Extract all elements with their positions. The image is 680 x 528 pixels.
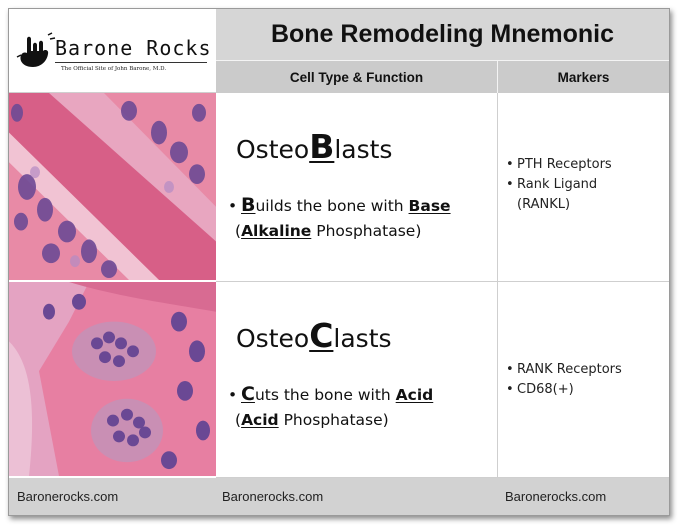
- osteoclast-enzyme-rest: Phosphatase): [278, 411, 389, 429]
- osteoblast-key-word: Base: [408, 197, 451, 215]
- logo-name: Barone Rocks: [55, 36, 212, 60]
- osteoclast-name-prefix: Osteo: [236, 324, 310, 353]
- list-item: • PTH Receptors: [506, 155, 612, 175]
- bullet: •: [228, 386, 238, 404]
- osteoclast-verb-letter: C: [241, 383, 255, 405]
- osteoblast-enzyme-key: Alkaline: [241, 222, 312, 240]
- footer-link-2[interactable]: [216, 478, 498, 515]
- bullet: •: [228, 197, 238, 215]
- logo-tagline: The Official Site of John Barone, M.D.: [61, 66, 167, 72]
- osteoclast-histology-image: [9, 282, 216, 478]
- osteoclast-markers-list: [506, 360, 622, 400]
- osteoblast-name: [236, 127, 392, 166]
- column-header-markers: [498, 61, 669, 93]
- paren-open: (: [235, 222, 242, 240]
- osteoclast-markers-cell: [498, 282, 669, 478]
- list-item: (RANKL): [517, 197, 571, 212]
- histology-image-osteoclast: [9, 282, 216, 476]
- osteoblast-verb-letter: B: [241, 194, 256, 216]
- osteoblast-function-cell: [216, 93, 498, 282]
- column-header-markers-label: Markers: [557, 69, 610, 85]
- page-title: Bone Remodeling Mnemonic: [270, 20, 615, 48]
- osteoblast-verb-rest: uilds the bone with: [255, 197, 409, 215]
- osteoclast-name: [236, 316, 392, 355]
- osteoblast-description: [228, 193, 496, 244]
- footer-link-1[interactable]: [9, 478, 216, 515]
- osteoclast-verb-rest: uts the bone with: [254, 386, 396, 404]
- rock-hand-icon: [15, 31, 57, 71]
- histology-image-osteoblast: [9, 93, 216, 280]
- osteoclast-name-suffix: lasts: [333, 324, 392, 353]
- osteoclast-enzyme-key: Acid: [241, 411, 279, 429]
- logo-divider: [55, 62, 207, 63]
- osteoclast-function-cell: [216, 282, 498, 478]
- column-header-function: [216, 61, 498, 93]
- osteoblast-name-prefix: Osteo: [236, 135, 310, 164]
- osteoblast-name-letter: B: [309, 127, 335, 166]
- footer-link-1-label: Baronerocks.com: [17, 489, 119, 504]
- osteoblast-markers-cell: [498, 93, 669, 282]
- paren-open: (: [235, 411, 242, 429]
- mnemonic-table: [9, 9, 669, 515]
- logo-block[interactable]: [9, 9, 216, 93]
- list-item: • RANK Receptors: [506, 360, 622, 380]
- list-item: • CD68(+): [506, 380, 622, 400]
- footer-link-3-label: Baronerocks.com: [505, 489, 607, 504]
- osteoblast-markers-list: [506, 155, 612, 215]
- osteoclast-description: [228, 382, 496, 433]
- osteoblast-histology-image: [9, 93, 216, 282]
- osteoblast-name-suffix: lasts: [334, 135, 393, 164]
- list-item: • Rank Ligand: [506, 175, 612, 195]
- osteoblast-enzyme-rest: Phosphatase): [311, 222, 422, 240]
- column-header-function-label: Cell Type & Function: [289, 69, 424, 85]
- mnemonic-card: [8, 8, 670, 516]
- title-bar: [216, 9, 669, 61]
- osteoclast-name-letter: C: [309, 316, 334, 355]
- osteoclast-key-word: Acid: [395, 386, 434, 404]
- footer-link-2-label: Baronerocks.com: [222, 489, 324, 504]
- footer-link-3[interactable]: [498, 478, 669, 515]
